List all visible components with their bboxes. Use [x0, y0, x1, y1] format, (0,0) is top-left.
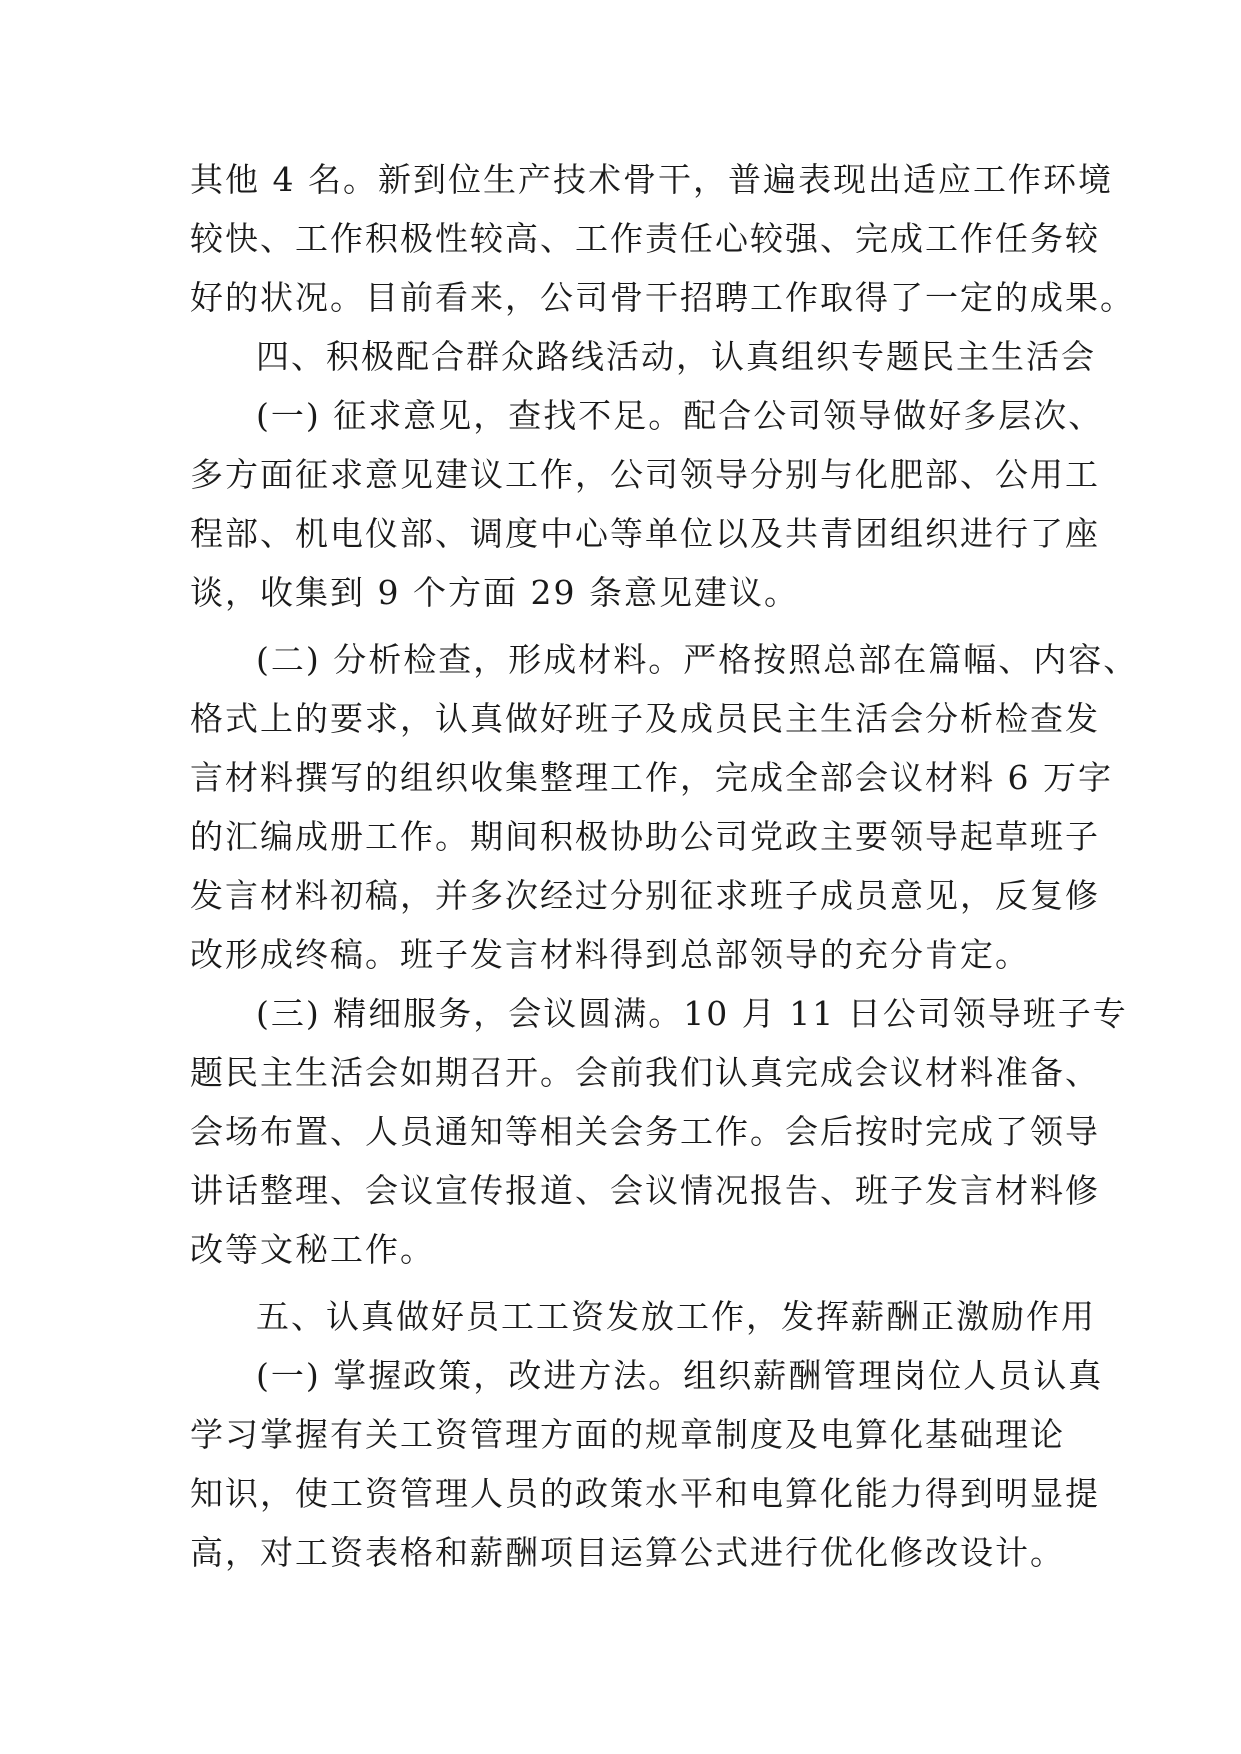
text-line: 多方面征求意见建议工作，公司领导分别与化肥部、公用工 [190, 455, 1100, 494]
text-line: 改形成终稿。班子发言材料得到总部领导的充分肯定。 [190, 935, 1030, 974]
section-heading: 四、积极配合群众路线活动，认真组织专题民主生活会 [256, 337, 1096, 376]
text-line: 较快、工作积极性较高、工作责任心较强、完成工作任务较 [190, 219, 1100, 258]
text-line: 言材料撰写的组织收集整理工作，完成全部会议材料 6 万字 [190, 758, 1113, 797]
text-line: 改等文秘工作。 [190, 1230, 435, 1269]
text-line: 好的状况。目前看来，公司骨干招聘工作取得了一定的成果。 [190, 278, 1135, 317]
text-line: 题民主生活会如期召开。会前我们认真完成会议材料准备、 [190, 1053, 1100, 1092]
document-body [190, 150, 1139, 1582]
text-line: 高，对工资表格和薪酬项目运算公式进行优化修改设计。 [190, 1533, 1065, 1572]
subsection-start: (二) 分析检查，形成材料。严格按照总部在篇幅、内容、 [256, 640, 1139, 679]
subsection-start: (一) 掌握政策，改进方法。组织薪酬管理岗位人员认真 [256, 1356, 1104, 1395]
text-line: 讲话整理、会议宣传报道、会议情况报告、班子发言材料修 [190, 1171, 1100, 1210]
text-line: 格式上的要求，认真做好班子及成员民主生活会分析检查发 [190, 699, 1100, 738]
text-line: 程部、机电仪部、调度中心等单位以及共青团组织进行了座 [190, 514, 1100, 553]
subsection-start: (一) 征求意见，查找不足。配合公司领导做好多层次、 [256, 396, 1104, 435]
text-line: 知识，使工资管理人员的政策水平和电算化能力得到明显提 [190, 1474, 1100, 1513]
text-line: 会场布置、人员通知等相关会务工作。会后按时完成了领导 [190, 1112, 1100, 1151]
text-line: 的汇编成册工作。期间积极协助公司党政主要领导起草班子 [190, 817, 1100, 856]
text-line: 发言材料初稿，并多次经过分别征求班子成员意见，反复修 [190, 876, 1100, 915]
text-line: 其他 4 名。新到位生产技术骨干，普遍表现出适应工作环境 [190, 160, 1113, 199]
text-line: 学习掌握有关工资管理方面的规章制度及电算化基础理论 [190, 1415, 1065, 1454]
section-heading: 五、认真做好员工工资发放工作，发挥薪酬正激励作用 [256, 1297, 1096, 1336]
text-line: 谈，收集到 9 个方面 29 条意见建议。 [190, 573, 799, 612]
subsection-start: (三) 精细服务，会议圆满。10 月 11 日公司领导班子专 [256, 994, 1128, 1033]
